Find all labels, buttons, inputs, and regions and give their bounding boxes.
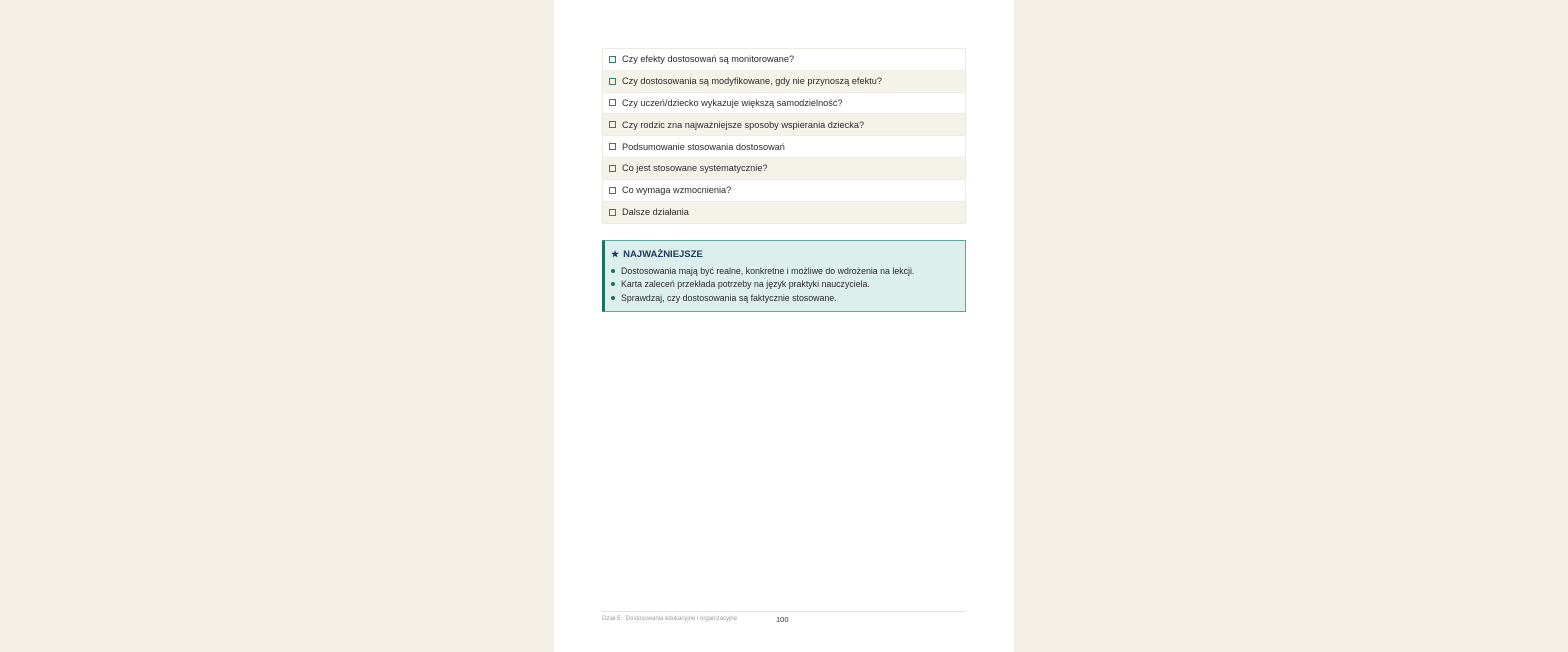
key-points-header <box>611 247 957 261</box>
checkbox-icon[interactable] <box>609 56 616 63</box>
checklist <box>602 48 966 224</box>
checklist-item-label: Podsumowanie stosowania dostosowań <box>622 141 785 152</box>
list-item <box>611 291 957 305</box>
checkbox-icon[interactable] <box>609 209 616 216</box>
checklist-item[interactable] <box>603 114 965 136</box>
checkbox-icon[interactable] <box>609 78 616 85</box>
checklist-item[interactable] <box>603 158 965 180</box>
checklist-item-label: Czy dostosowania są modyfikowane, gdy nie przynoszą efektu? <box>622 76 882 87</box>
checklist-item-label: Czy rodzic zna najważniejsze sposoby wspierania dziecka? <box>622 119 865 130</box>
key-point-text: Sprawdzaj, czy dostosowania są faktycznie stosowane. <box>621 292 837 303</box>
footer-divider <box>602 611 966 612</box>
bullet-icon <box>611 269 615 273</box>
list-item <box>611 278 957 292</box>
list-item <box>611 264 957 278</box>
checklist-item[interactable] <box>603 180 965 202</box>
key-point-text: Karta zaleceń przekłada potrzeby na język praktyki nauczyciela. <box>621 279 870 290</box>
checkbox-icon[interactable] <box>609 121 616 128</box>
bullet-icon <box>611 296 615 300</box>
checklist-item[interactable] <box>603 49 965 71</box>
checkbox-icon[interactable] <box>609 165 616 172</box>
document-page <box>554 0 1014 652</box>
checklist-item[interactable] <box>603 202 965 224</box>
checklist-item-label: Co jest stosowane systematycznie? <box>622 163 768 174</box>
checklist-item[interactable] <box>603 93 965 115</box>
key-points-box <box>602 240 966 312</box>
bullet-icon <box>611 282 615 286</box>
checkbox-icon[interactable] <box>609 187 616 194</box>
star-icon: ★ <box>611 248 620 259</box>
checklist-item-label: Dalsze działania <box>622 207 689 218</box>
checkbox-icon[interactable] <box>609 143 616 150</box>
checklist-item-label: Czy uczeń/dziecko wykazuje większą samodzielność? <box>622 97 843 108</box>
key-point-text: Dostosowania mają być realne, konkretne i możliwe do wdrożenia na lekcji. <box>621 265 915 276</box>
checklist-item[interactable] <box>603 71 965 93</box>
key-points-title: NAJWAŻNIEJSZE <box>623 248 703 260</box>
checklist-item-label: Co wymaga wzmocnienia? <box>622 185 732 196</box>
footer-section-title: Dział 5 · Dostosowania edukacyjne i organizacyjne <box>602 616 738 622</box>
checklist-item[interactable] <box>603 136 965 158</box>
checklist-item-label: Czy efekty dostosowań są monitorowane? <box>622 54 795 65</box>
checkbox-icon[interactable] <box>609 99 616 106</box>
key-points-list <box>611 264 957 305</box>
page-number: 100 <box>776 615 789 624</box>
